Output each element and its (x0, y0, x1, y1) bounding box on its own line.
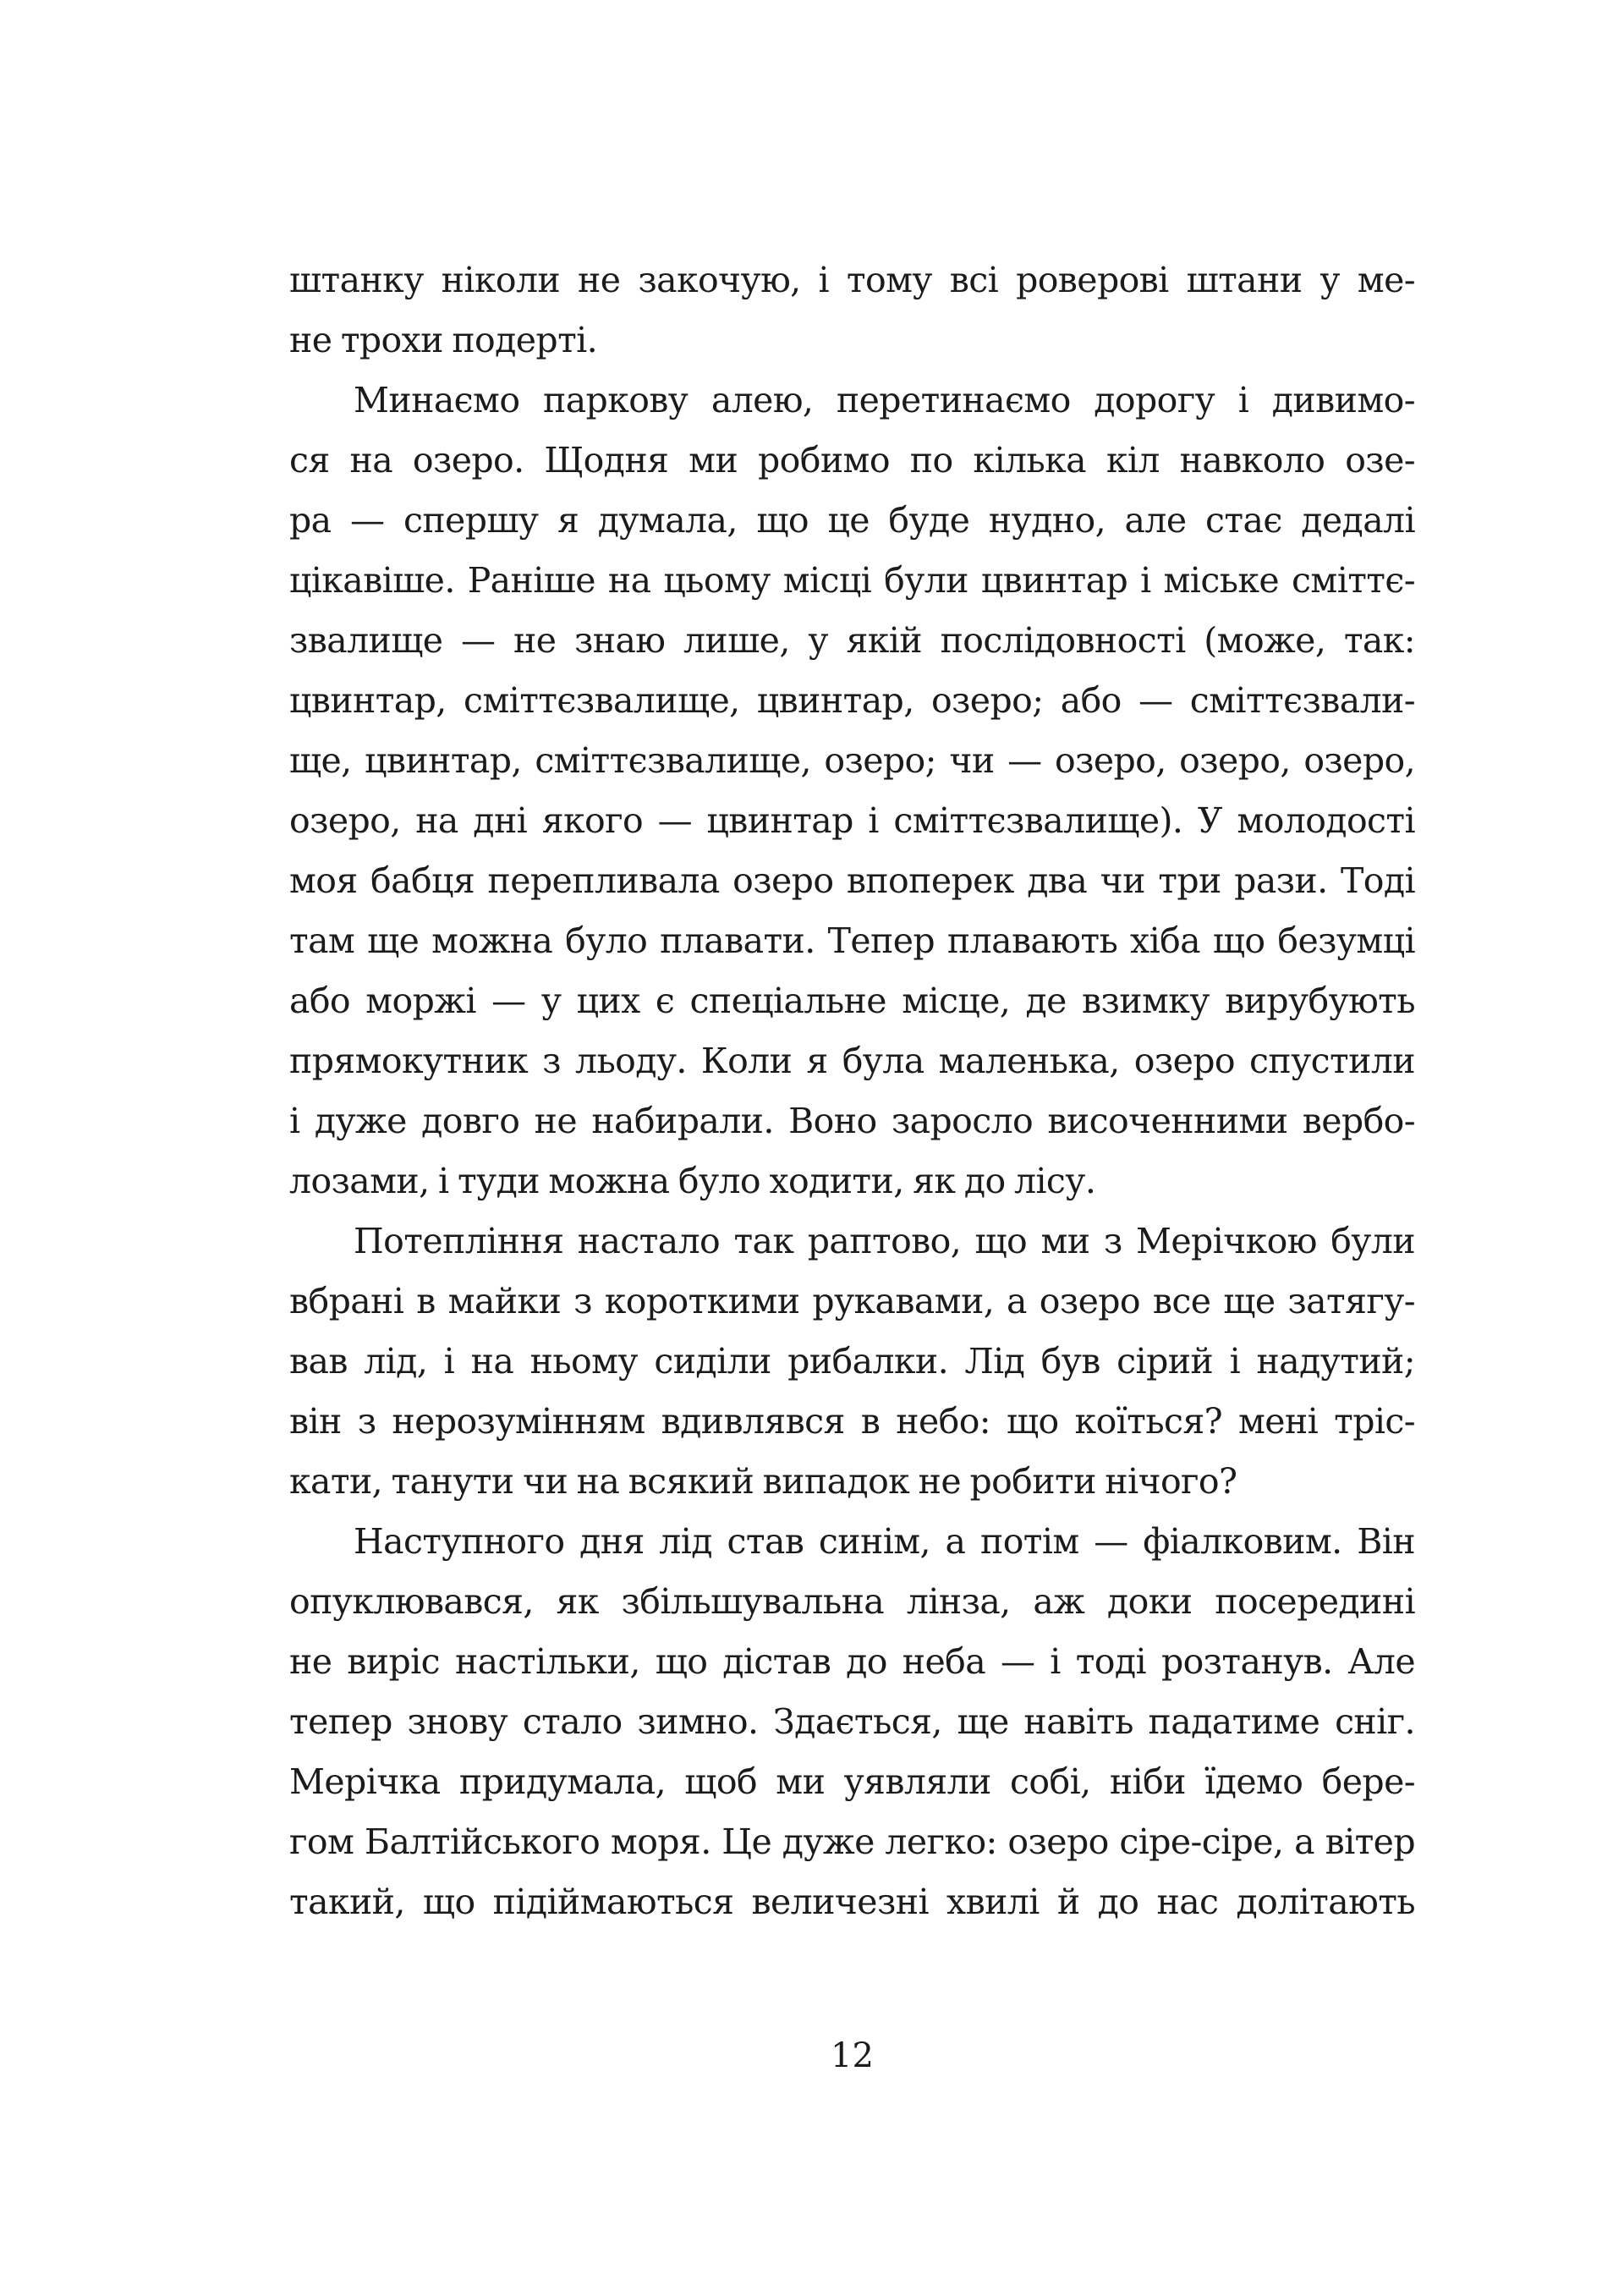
text-line: і дуже довго не набирали. Воно заросло височенними вербо- (289, 1101, 1415, 1141)
body-text (289, 250, 1415, 1932)
paragraph-start-line: Потепління настало так раптово, що ми з Мерічкою були (354, 1221, 1415, 1261)
text-line: вбрані в майки з короткими рукавами, а озеро все ще затягу- (289, 1281, 1415, 1321)
text-line: не виріс настільки, що дістав до неба — і тоді розтанув. Але (289, 1641, 1415, 1682)
text-line: він з нерозумінням вдивлявся в небо: що коїться? мені тріс- (289, 1401, 1415, 1442)
text-line: цікавіше. Раніше на цьому місці були цвинтар і міське сміттє- (289, 560, 1415, 601)
paragraph-end-line: лозами, і туди можна було ходити, як до лісу. (289, 1161, 1096, 1201)
text-line: ся на озеро. Щодня ми робимо по кілька кіл навколо озе- (289, 440, 1415, 481)
text-line: такий, що підіймаються величезні хвилі й до нас долітають (289, 1882, 1415, 1922)
text-line: тепер знову стало зимно. Здається, ще навіть падатиме сніг. (289, 1701, 1415, 1742)
paragraph-end-line: кати, танути чи на всякий випадок не робити нічого? (289, 1461, 1237, 1502)
text-line: звалище — не знаю лише, у якій послідовності (може, так: (289, 620, 1415, 661)
paragraph-start-line: Наступного дня лід став синім, а потім — фіалковим. Він (354, 1521, 1415, 1562)
paragraph-end-line: не трохи подерті. (289, 320, 598, 360)
text-line: штанку ніколи не закочую, і тому всі роверові штани у ме- (289, 260, 1415, 300)
text-line: Мерічка придумала, щоб ми уявляли собі, ніби їдемо бере- (289, 1761, 1415, 1802)
text-line: ра — спершу я думала, що це буде нудно, але стає дедалі (289, 500, 1415, 541)
text-line: вав лід, і на ньому сиділи рибалки. Лід був сірий і надутий; (289, 1341, 1415, 1382)
text-line: цвинтар, сміттєзвалище, цвинтар, озеро; або — сміттєзвали- (289, 680, 1415, 721)
text-line: або моржі — у цих є спеціальне місце, де взимку вирубують (289, 981, 1415, 1021)
text-line: там ще можна було плавати. Тепер плавають хіба що безумці (289, 920, 1415, 961)
text-line: моя бабця перепливала озеро впоперек два чи три рази. Тоді (289, 860, 1415, 901)
text-line: озеро, на дні якого — цвинтар і сміттєзвалище). У молодості (289, 800, 1415, 841)
paragraph-start-line: Минаємо паркову алею, перетинаємо дорогу і дивимо- (354, 380, 1415, 420)
page-number: 12 (831, 2036, 874, 2075)
text-line: прямокутник з льоду. Коли я була маленька, озеро спустили (289, 1041, 1415, 1081)
text-line: опуклювався, як збільшувальна лінза, аж доки посередині (289, 1581, 1415, 1622)
text-line: гом Балтійського моря. Це дуже легко: озеро сіре-сіре, а вітер (289, 1821, 1415, 1862)
text-line: ще, цвинтар, сміттєзвалище, озеро; чи — озеро, озеро, озеро, (289, 740, 1415, 781)
